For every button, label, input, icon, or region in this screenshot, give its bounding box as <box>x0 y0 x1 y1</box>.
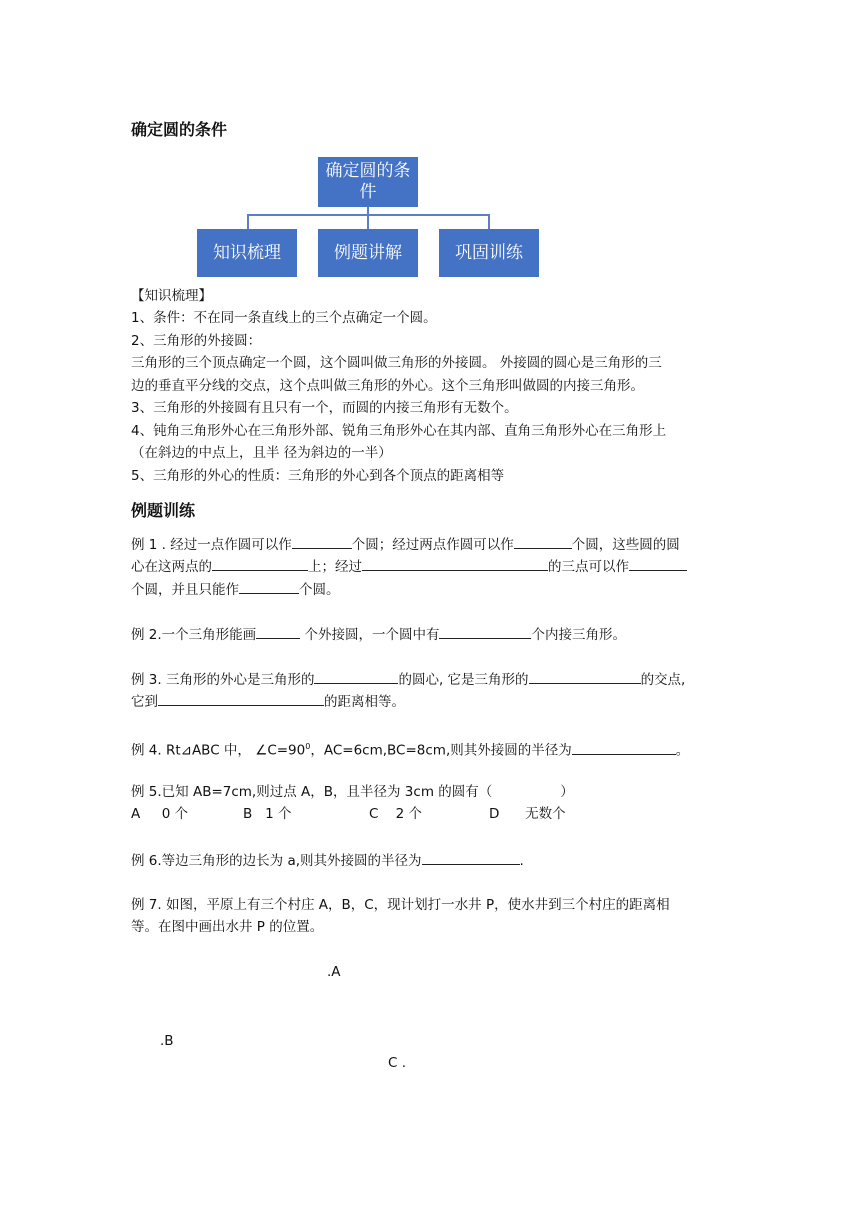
answer-blank[interactable] <box>292 534 352 549</box>
answer-blank[interactable] <box>362 556 548 571</box>
knowledge-line: 4、钝角三角形外心在三角形外部、锐角三角形外心在其内部、直角三角形外心在三角形上 <box>131 423 667 439</box>
connector-line <box>367 214 369 229</box>
option-d[interactable]: D 无数个 <box>489 806 566 822</box>
answer-blank[interactable] <box>529 669 641 684</box>
example-1-line-3: 个圆，并且只能作 个圆。 <box>131 579 340 600</box>
example-4: 例 4. Rt⊿ABC 中， $\angle C=90^0$，AC=6cm,BC=8cm,则其外接圆的半径为 。 <box>131 737 689 761</box>
example-3-line-1: 例 3. 三角形的外心是三角形的 的圆心, 它是三角形的 的交点, <box>131 669 685 690</box>
answer-blank[interactable] <box>256 624 300 639</box>
answer-blank[interactable] <box>572 740 676 755</box>
diagram-child-box: 知识梳理 <box>197 229 297 277</box>
connector-line <box>488 214 490 229</box>
knowledge-line: 1、条件：不在同一条直线上的三个点确定一个圆。 <box>131 310 437 326</box>
diagram-child-box: 巩固训练 <box>439 229 539 277</box>
village-a-point: .A <box>327 964 341 980</box>
answer-blank[interactable] <box>314 669 398 684</box>
knowledge-line: 5、三角形的外心的性质：三角形的外心到各个顶点的距离相等 <box>131 468 505 484</box>
example-7-line-2: 等。在图中画出水井 P 的位置。 <box>131 919 324 935</box>
option-a[interactable]: A 0 个 <box>131 806 189 822</box>
diagram-child-box: 例题讲解 <box>318 229 418 277</box>
section-heading: 【知识梳理】 <box>131 288 212 304</box>
answer-blank[interactable] <box>514 534 572 549</box>
connector-line <box>247 214 249 229</box>
example-1-line-2: 心在这两点的 上；经过 的三点可以作 <box>131 556 687 577</box>
knowledge-line: 三角形的三个顶点确定一个圆，这个圆叫做三角形的外接圆。 外接圆的圆心是三角形的三 <box>131 355 662 371</box>
example-2: 例 2.一个三角形能画 个外接圆，一个圆中有 个内接三角形。 <box>131 624 626 645</box>
example-5-stem: 例 5.已知 AB=7cm,则过点 A，B，且半径为 3cm 的圆有（ ） <box>131 784 574 800</box>
diagram-root-box: 确定圆的条件 <box>318 157 418 207</box>
knowledge-line: 2、三角形的外接圆： <box>131 333 262 349</box>
answer-blank[interactable] <box>212 556 308 571</box>
example-6: 例 6.等边三角形的边长为 a,则其外接圆的半径为 . <box>131 850 524 871</box>
knowledge-line: 3、三角形的外接圆有且只有一个，而圆的内接三角形有无数个。 <box>131 400 518 416</box>
village-c-point: C . <box>388 1055 407 1071</box>
option-b[interactable]: B 1 个 <box>243 806 292 822</box>
example-7-line-1: 例 7. 如图，平原上有三个村庄 A，B，C，现计划打一水井 P，使水井到三个村庄的距离相 <box>131 897 670 913</box>
page-title: 确定圆的条件 <box>131 120 228 139</box>
answer-blank[interactable] <box>158 691 324 706</box>
example-1-line-1: 例 1 . 经过一点作圆可以作 个圆；经过两点作圆可以作 个圆，这些圆的圆 <box>131 534 680 555</box>
knowledge-line: （在斜边的中点上，且半 径为斜边的一半） <box>131 445 392 461</box>
knowledge-line: 边的垂直平分线的交点，这个点叫做三角形的外心。这个三角形叫做圆的内接三角形。 <box>131 378 644 394</box>
village-b-point: .B <box>160 1033 174 1049</box>
answer-blank[interactable] <box>629 556 687 571</box>
answer-blank[interactable] <box>239 579 299 594</box>
answer-blank[interactable] <box>439 624 531 639</box>
example-3-line-2: 它到 的距离相等。 <box>131 691 405 712</box>
answer-blank[interactable] <box>422 850 520 865</box>
examples-heading: 例题训练 <box>131 501 196 520</box>
option-c[interactable]: C 2 个 <box>369 806 422 822</box>
